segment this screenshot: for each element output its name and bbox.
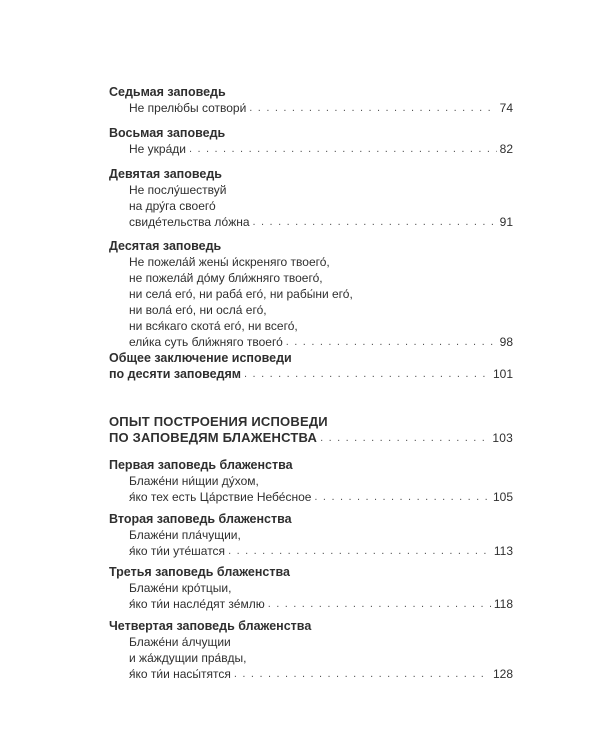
entry-line: Блаже́ни а́лчущии xyxy=(129,635,231,649)
entry-line: Не пожела́й жены́ и́скреняго твоего́, xyxy=(129,255,330,269)
toc-entry-tenth-commandment xyxy=(109,238,513,350)
entry-line-with-page xyxy=(109,214,513,230)
entry-title: Четвертая заповедь блаженства xyxy=(109,619,312,633)
entry-line-with-page xyxy=(109,666,513,682)
page-number: 105 xyxy=(492,490,513,504)
dot-leader xyxy=(189,141,497,157)
dot-leader xyxy=(234,666,490,682)
entry-line: ни вола́ его́, ни осла́ его́, xyxy=(129,303,267,317)
toc-entry-third-beatitude xyxy=(109,564,513,612)
entry-line-with-page xyxy=(109,100,513,116)
entry-title: Седьмая заповедь xyxy=(109,85,226,99)
entry-line-with-page xyxy=(109,334,513,350)
page-number: 82 xyxy=(499,142,513,156)
entry-title: Восьмая заповедь xyxy=(109,126,226,140)
entry-line: Блаже́ни ни́щии ду́хом, xyxy=(129,474,259,488)
entry-line-with-page xyxy=(109,489,513,505)
page-number: 74 xyxy=(499,101,513,115)
entry-title-with-page xyxy=(109,366,513,382)
entry-line: ни вся́каго скота́ его́, ни всего́, xyxy=(129,319,298,333)
entry-line: на дру́га своего́ xyxy=(129,199,216,213)
dot-leader xyxy=(253,214,497,230)
entry-line: я́ко ти́и насы́тятся xyxy=(129,667,231,681)
entry-line: Не укра́ди xyxy=(129,142,186,156)
section-title-line: ПО ЗАПОВЕДЯМ БЛАЖЕНСТВА xyxy=(109,430,318,445)
dot-leader xyxy=(320,430,489,446)
toc-entry-first-beatitude xyxy=(109,457,513,505)
entry-line: свиде́тельства ло́жна xyxy=(129,215,250,229)
dot-leader xyxy=(228,543,491,559)
page-number: 98 xyxy=(499,335,513,349)
entry-line: я́ко ти́и уте́шатся xyxy=(129,544,226,558)
page-number: 118 xyxy=(493,597,513,611)
entry-line: и жа́ждущии пра́вды, xyxy=(129,651,247,665)
entry-title: Вторая заповедь блаженства xyxy=(109,512,292,526)
toc-section-beatitudes-confession xyxy=(109,414,513,446)
entry-title: Первая заповедь блаженства xyxy=(109,458,293,472)
dot-leader xyxy=(268,596,491,612)
page-number: 101 xyxy=(492,367,513,381)
entry-title: Десятая заповедь xyxy=(109,239,222,253)
entry-line: я́ко ти́и насле́дят зе́млю xyxy=(129,597,265,611)
toc-entry-fourth-beatitude xyxy=(109,618,513,682)
page-number: 91 xyxy=(499,215,513,229)
entry-line: Не послу́шествуй xyxy=(129,183,227,197)
toc-entry-seventh-commandment xyxy=(109,84,513,116)
entry-line: Блаже́ни пла́чущии, xyxy=(129,528,241,542)
dot-leader xyxy=(244,366,490,382)
entry-line: Не прелю́бы сотвори́ xyxy=(129,101,247,115)
entry-line: Блаже́ни кро́тцыи, xyxy=(129,581,232,595)
entry-title: Третья заповедь блаженства xyxy=(109,565,290,579)
entry-line-with-page xyxy=(109,141,513,157)
toc-entry-ninth-commandment xyxy=(109,166,513,230)
dot-leader xyxy=(314,489,490,505)
entry-line-with-page xyxy=(109,543,513,559)
entry-title: Общее заключение исповеди xyxy=(109,351,292,365)
page-number: 128 xyxy=(492,667,513,681)
toc-entry-second-beatitude xyxy=(109,511,513,559)
entry-line: не пожела́й до́му бли́жняго твоего́, xyxy=(129,271,323,285)
toc-entry-general-conclusion xyxy=(109,350,513,382)
section-title: ОПЫТ ПОСТРОЕНИЯ ИСПОВЕДИ xyxy=(109,414,328,429)
toc-entry-eighth-commandment xyxy=(109,125,513,157)
entry-line: я́ко тех есть Ца́рствие Небе́сное xyxy=(129,490,312,504)
dot-leader xyxy=(286,334,497,350)
entry-title-line: по десяти заповедям xyxy=(109,367,242,381)
entry-line: ели́ка суть бли́жняго твоего́ xyxy=(129,335,283,349)
entry-title: Девятая заповедь xyxy=(109,167,222,181)
dot-leader xyxy=(249,100,496,116)
page-number: 113 xyxy=(493,544,513,558)
page-number: 103 xyxy=(492,431,513,445)
section-title-with-page xyxy=(109,430,513,446)
entry-line-with-page xyxy=(109,596,513,612)
entry-line: ни села́ его́, ни раба́ его́, ни рабы́ни его́, xyxy=(129,287,353,301)
